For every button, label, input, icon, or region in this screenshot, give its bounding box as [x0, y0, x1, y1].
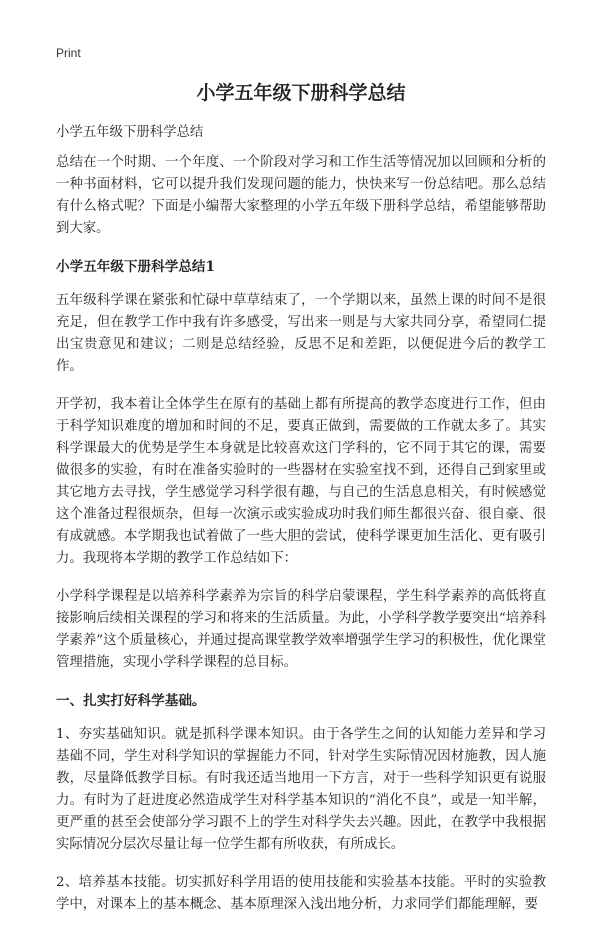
paragraph-4: 1、夯实基础知识。就是抓科学课本知识。由于各学生之间的认知能力差异和学习基础不同，学生对科学知识的掌握能力不同，针对学生实际情况因材施教，因人施教，尽量降低教学目标。有时我还适当地用一下方言，对于一些科学知识更有说服力。有时为了赶进度必然造成学生对科学基本知识的“消化不良”，或是一知半解，更严重的甚至会使部分学习跟不上的学生对科学失去兴趣。因此，在教学中我根据实际情况分层次尽量让每一位学生都有所收获，有所成长。 — [56, 727, 546, 852]
paragraph-2: 开学初，我本着让全体学生在原有的基础上都有所提高的教学态度进行工作，但由于科学知识难度的增加和时间的不足，要真正做到，需要做的工作就太多了。其实科学课最大的优势是学生本身就是比较喜欢这门学科的，它不同于其它的课，需要做很多的实验，有时在准备实验时的一些器材在实验室找不到，还得自己到家里或其它地方去寻找，学生感觉学习科学很有趣，与自己的生活息息相关，有时候感觉这个准备过程很烦杂，但每一次演示或实验成功时我们师生都很兴奋、很自豪、很有成就感。本学期我也试着做了一些大胆的尝试，使科学课更加生活化、更有吸引力。我现将本学期的教学工作总结如下： — [56, 397, 546, 566]
page-title: 小学五年级下册科学总结 — [196, 82, 406, 104]
document-body — [56, 80, 546, 932]
section-heading-foundation: 一、扎实打好科学基础。 — [56, 693, 206, 709]
print-link[interactable]: Print — [56, 46, 81, 60]
section-heading-summary-1: 小学五年级下册科学总结1 — [56, 259, 215, 275]
paragraph-1: 五年级科学课在紧张和忙碌中草草结束了，一个学期以来，虽然上课的时间不是很充足，但在教学工作中我有许多感受，写出来一则是与大家共同分享，希望同仁提出宝贵意见和建议；二则是总结经验，反思不足和差距，以便促进今后的教学工作。 — [56, 293, 546, 374]
paragraph-5: 2、培养基本技能。切实抓好科学用语的使用技能和实验基本技能。平时的实验教学中，对课本上的基本概念、基本原理深入浅出地分析，力求同学们都能理解，要 — [56, 875, 546, 912]
document-subtitle: 小学五年级下册科学总结 — [56, 125, 204, 140]
paragraph-3: 小学科学课程是以培养科学素养为宗旨的科学启蒙课程，学生科学素养的高低将直接影响后续相关课程的学习和将来的生活质量。为此，小学科学教学要突出“培养科学素养”这个质量核心，并通过提高课堂教学效率增强学生学习的积极性，优化课堂管理措施，实现小学科学课程的总目标。 — [56, 589, 546, 670]
intro-paragraph: 总结在一个时期、一个年度、一个阶段对学习和工作生活等情况加以回顾和分析的一种书面材料，它可以提升我们发现问题的能力，快快来写一份总结吧。那么总结有什么格式呢？下面是小编帮大家整理的小学五年级下册科学总结，希望能够帮助到大家。 — [56, 155, 546, 236]
